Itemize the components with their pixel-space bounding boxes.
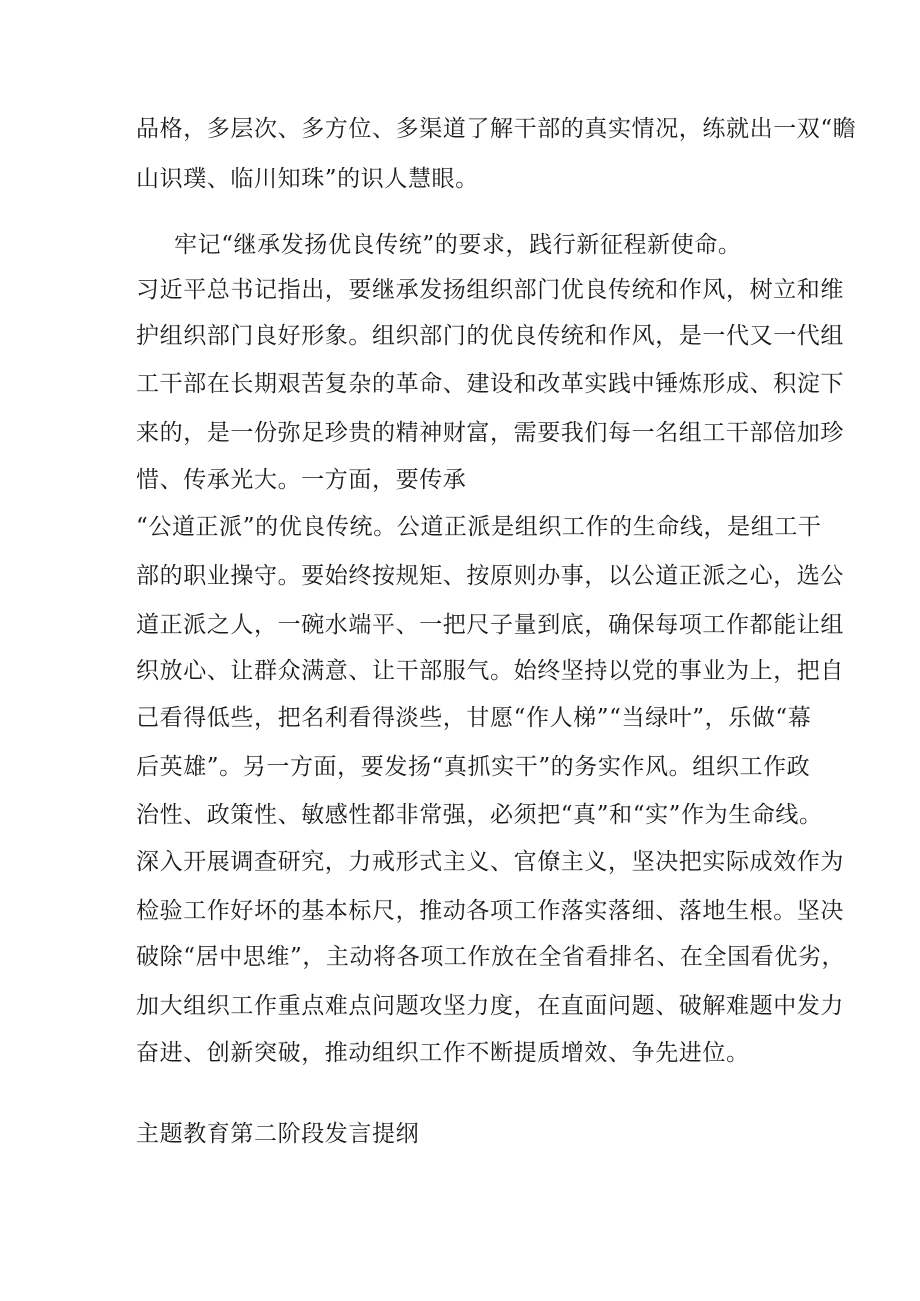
text-line: 来的，是一份弥足珍贵的精神财富，需要我们每一名组工干部倍加珍 [136, 420, 844, 446]
text-line: 山识璞、临川知珠”的识人慧眼。 [136, 166, 479, 192]
text-line: 后英雄”。另一方面，要发扬“真抓实干”的务实作风。组织工作政 [136, 754, 811, 780]
paragraph-heading-line: 牢记“继承发扬优良传统”的要求，践行新征程新使命。 [174, 232, 742, 258]
text-line: 加大组织工作重点难点问题攻坚力度，在直面问题、破解难题中发力 [136, 993, 844, 1019]
text-line: 织放心、让群众满意、让干部服气。始终坚持以党的事业为上，把自 [136, 658, 844, 684]
text-line: 习近平总书记指出，要继承发扬组织部门优良传统和作风，树立和维 [136, 277, 844, 303]
text-line: 治性、政策性、敏感性都非常强，必须把“真”和“实”作为生命线。 [136, 802, 823, 828]
text-line: “公道正派”的优良传统。公道正派是组织工作的生命线，是组工干 [136, 514, 822, 540]
text-line: 己看得低些，把名利看得淡些，甘愿“作人梯”“当绿叶”，乐做“幕 [136, 705, 812, 731]
text-line: 深入开展调查研究，力戒形式主义、官僚主义，坚决把实际成效作为 [136, 849, 844, 875]
text-line: 护组织部门良好形象。组织部门的优良传统和作风，是一代又一代组 [136, 323, 844, 349]
text-line: 道正派之人，一碗水端平、一把尺子量到底，确保每项工作都能让组 [136, 612, 844, 638]
footer-title: 主题教育第二阶段发言提纲 [136, 1121, 420, 1147]
text-line: 惜、传承光大。一方面，要传承 [136, 467, 467, 493]
text-line: 工干部在长期艰苦复杂的革命、建设和改革实践中锤炼形成、积淀下 [136, 371, 844, 397]
text-line: 品格，多层次、多方位、多渠道了解干部的真实情况，练就出一双“瞻 [136, 116, 857, 142]
text-line: 检验工作好坏的基本标尺，推动各项工作落实落细、落地生根。坚决 [136, 898, 844, 924]
text-line: 奋进、创新突破，推动组织工作不断提质增效、争先进位。 [136, 1040, 750, 1066]
text-line: 部的职业操守。要始终按规矩、按原则办事，以公道正派之心，选公 [136, 563, 844, 589]
text-line: 破除“居中思维”，主动将各项工作放在全省看排名、在全国看优劣， [136, 944, 846, 970]
